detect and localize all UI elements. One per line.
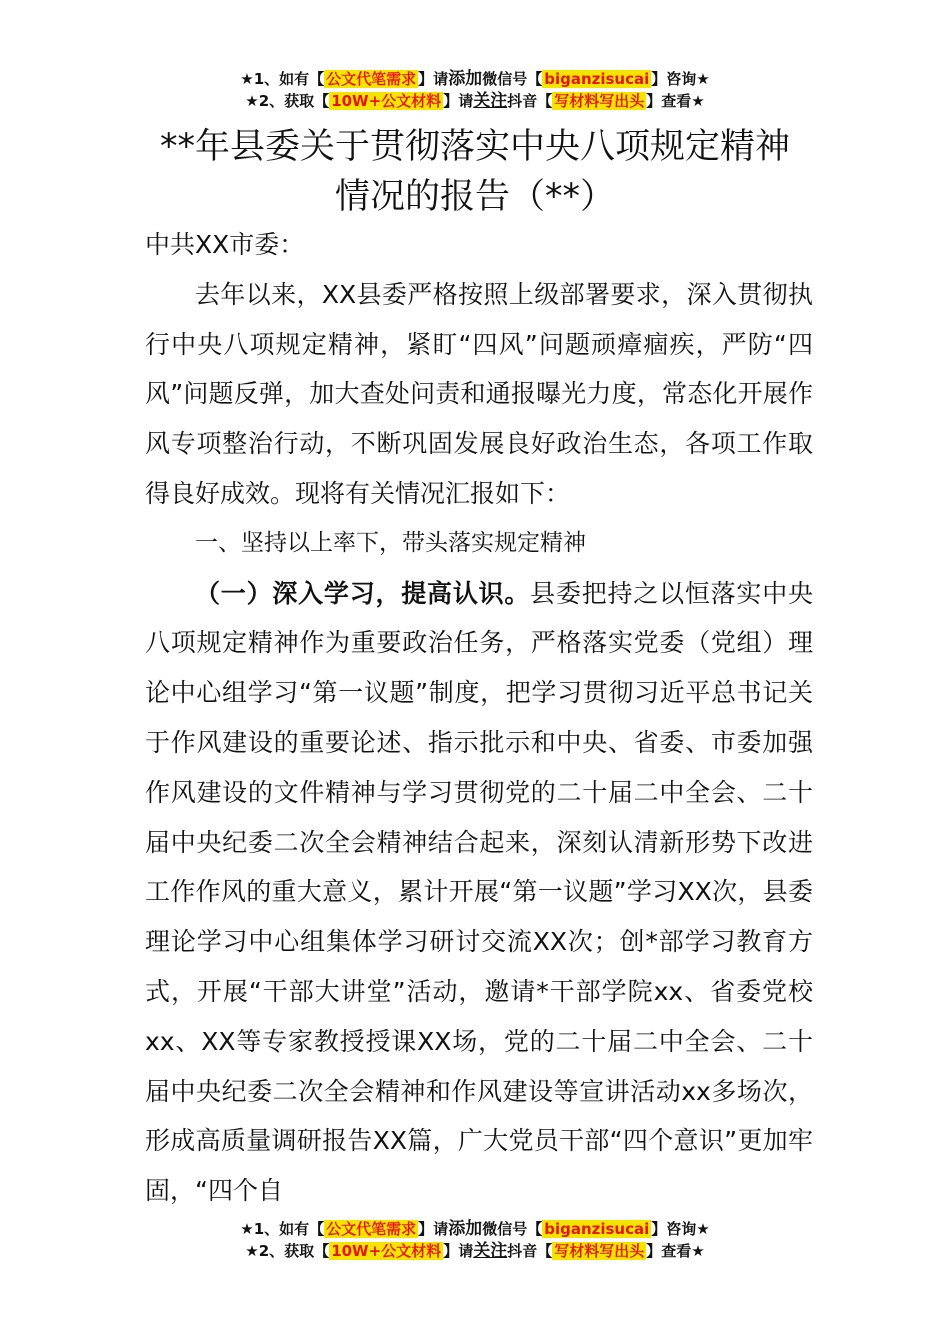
banner-text: 】咨询★ (651, 70, 710, 88)
banner-text: 】请 (418, 70, 449, 88)
banner-text: 关注 (473, 1241, 508, 1261)
banner-text: 抖音【 (507, 92, 553, 110)
banner-highlight: 写材料写出头 (554, 92, 645, 110)
banner-text: 】咨询★ (651, 1220, 710, 1238)
banner-text: 抖音【 (507, 1242, 553, 1260)
banner-text: 关注 (473, 91, 508, 111)
banner-text: 】请 (443, 1242, 474, 1260)
banner-highlight: biganzisucai (544, 1220, 650, 1238)
banner-highlight: 写材料写出头 (554, 1242, 645, 1260)
banner-highlight: 公文代笔需求 (326, 70, 417, 88)
banner-text: 】查看★ (646, 1242, 705, 1260)
banner-line-1 (0, 68, 950, 90)
banner-highlight: 10W+公文材料 (331, 92, 442, 110)
title-line-1: **年县委关于贯彻落实中央八项规定精神 (159, 127, 790, 167)
banner-highlight: 10W+公文材料 (331, 1242, 442, 1260)
banner-text: 添加 (448, 69, 483, 89)
header-banner (0, 68, 950, 112)
banner-text: 】请 (443, 92, 474, 110)
banner-text: 微信号【 (482, 1220, 543, 1238)
banner-highlight: 公文代笔需求 (326, 1220, 417, 1238)
banner-highlight: biganzisucai (544, 70, 650, 88)
sub-section-paragraph (145, 569, 813, 1216)
footer-banner (0, 1218, 950, 1262)
document-title (0, 122, 950, 222)
banner-text: ★2、获取【 (245, 92, 330, 110)
banner-line-2 (0, 90, 950, 112)
sub-section-text: 县委把持之以恒落实中央八项规定精神作为重要政治任务，严格落实党委（党组）理论中心组学习“第一议题”制度，把学习贯彻习近平总书记关于作风建设的重要论述、指示批示和中央、省委、市委加强作风建设的文件精神与学习贯彻党的二十届二中全会、二十届中央纪委二次全会精神结合起来，深刻认清新形势下改进工作作风的重大意义，累计开展“第一议题”学习XX次，县委理论学习中心组集体学习研讨交流XX次；创*部学习教育方式，开展“干部大讲堂”活动，邀请*干部学院xx、省委党校xx、XX等专家教授授课XX场，党的二十届二中全会、二十届中央纪委二次全会精神和作风建设等宣讲活动xx多场次，形成高质量调研报告XX篇，广大党员干部“四个意识”更加牢固，“四个自 (145, 578, 813, 1206)
intro-paragraph: 去年以来，XX县委严格按照上级部署要求，深入贯彻执行中央八项规定精神，紧盯“四风”问题顽瘴痼疾，严防“四风”问题反弹，加大查处问责和通报曝光力度，常态化开展作风专项整治行动，不断巩固发展良好政治生态，各项工作取得良好成效。现将有关情况汇报如下： (145, 279, 813, 508)
banner-text: 微信号【 (482, 70, 543, 88)
banner-text: 添加 (448, 1219, 483, 1239)
banner-text: 】查看★ (646, 92, 705, 110)
section-heading: 一、坚持以上率下，带头落实规定精神 (195, 529, 586, 556)
banner-text: ★2、获取【 (245, 1242, 330, 1260)
document-body (145, 220, 813, 1216)
banner-text: ★1、如有【 (240, 1220, 325, 1238)
sub-section-heading: （一）深入学习，提高认识。 (195, 578, 531, 608)
salutation: 中共XX市委： (145, 230, 305, 259)
banner-line-2 (0, 1240, 950, 1262)
banner-text: 】请 (418, 1220, 449, 1238)
title-line-2: 情况的报告（**） (334, 177, 615, 217)
banner-line-1 (0, 1218, 950, 1240)
banner-text: ★1、如有【 (240, 70, 325, 88)
